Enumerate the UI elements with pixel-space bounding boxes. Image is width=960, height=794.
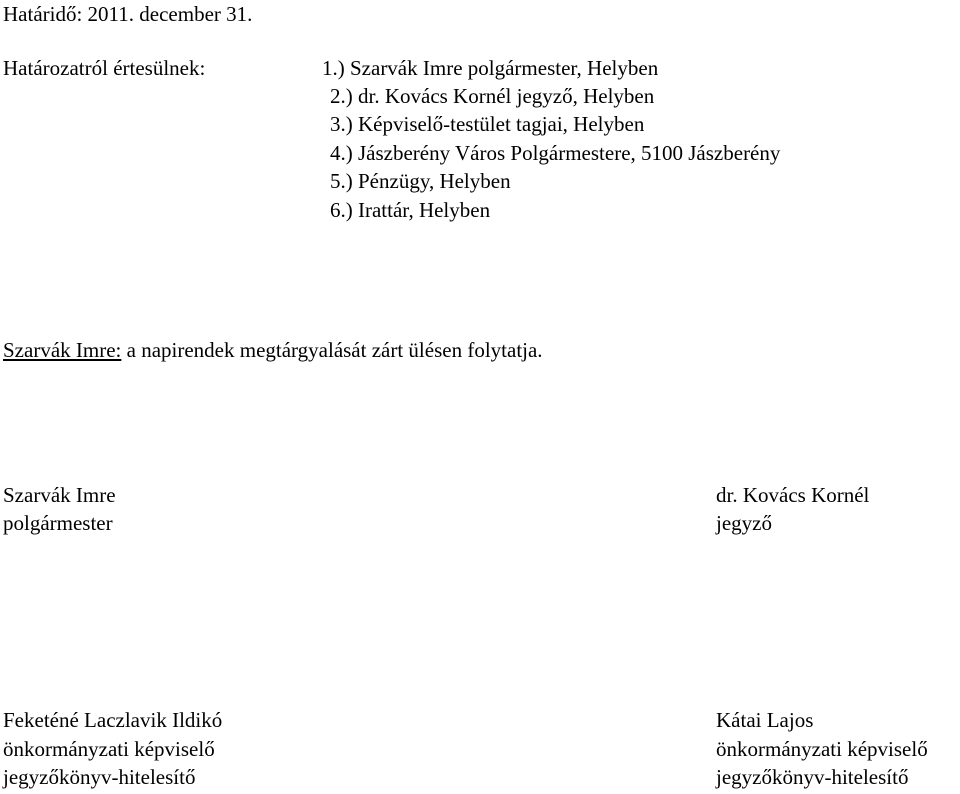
- notify-item-6: 6.) Irattár, Helyben: [330, 198, 491, 222]
- authenticator-left-role: önkormányzati képviselő: [3, 737, 215, 761]
- statement-paragraph: [3, 336, 543, 364]
- statement-speaker: Szarvák Imre:: [3, 338, 122, 362]
- statement-text: a napirendek megtárgyalását zárt ülésen folytatja.: [121, 338, 543, 362]
- authenticator-right-role: önkormányzati képviselő: [716, 737, 928, 761]
- authenticator-left-name: Feketéné Laczlavik Ildikó: [3, 708, 223, 732]
- mayor-name: Szarvák Imre: [3, 483, 116, 507]
- notify-item-3: 3.) Képviselő-testület tagjai, Helyben: [330, 112, 645, 136]
- notify-item-2: 2.) dr. Kovács Kornél jegyző, Helyben: [330, 84, 655, 108]
- authenticator-right-name: Kátai Lajos: [716, 708, 814, 732]
- mayor-title: polgármester: [3, 511, 113, 535]
- notify-item-5: 5.) Pénzügy, Helyben: [330, 169, 511, 193]
- notify-label: Határozatról értesülnek:: [3, 56, 206, 80]
- notary-title: jegyző: [716, 511, 772, 535]
- notify-item-1: 1.) Szarvák Imre polgármester, Helyben: [322, 56, 659, 80]
- authenticator-right-title: jegyzőkönyv-hitelesítő: [716, 765, 909, 789]
- notary-name: dr. Kovács Kornél: [716, 483, 870, 507]
- authenticator-left-title: jegyzőkönyv-hitelesítő: [3, 765, 196, 789]
- notify-item-4: 4.) Jászberény Város Polgármestere, 5100 Jászberény: [330, 141, 781, 165]
- deadline-line: Határidő: 2011. december 31.: [3, 2, 253, 26]
